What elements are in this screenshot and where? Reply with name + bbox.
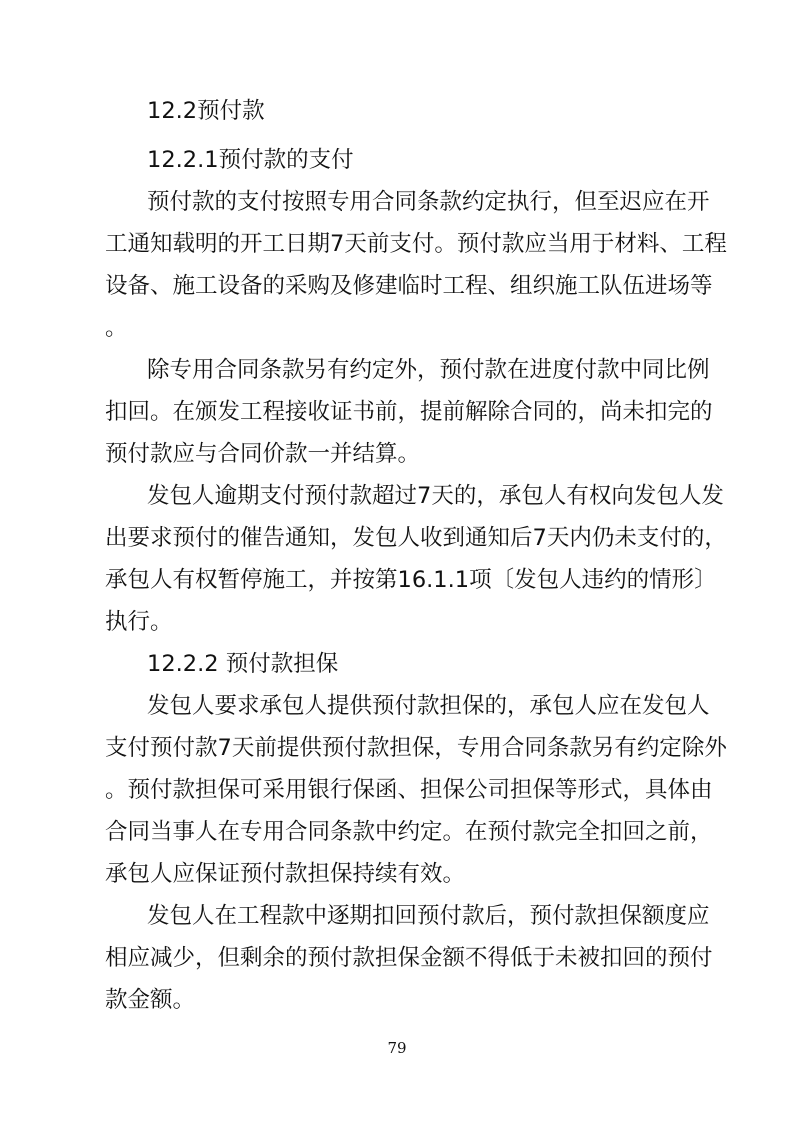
paragraph-line: 工通知载明的开工日期7天前支付。预付款应当用于材料、工程 [105, 231, 727, 257]
paragraph-line: 预付款的支付按照专用合同条款约定执行，但至迟应在开 [147, 189, 710, 215]
paragraph-line: 发包人在工程款中逐期扣回预付款后，预付款担保额度应 [147, 903, 710, 929]
paragraph-line: 设备、施工设备的采购及修建临时工程、组织施工队伍进场等 [105, 273, 713, 299]
heading-12-2-2: 12.2.2 预付款担保 [147, 651, 339, 677]
paragraph-line: 预付款应与合同价款一并结算。 [105, 441, 421, 467]
heading-12-2-1: 12.2.1预付款的支付 [147, 147, 354, 173]
paragraph-line: 出要求预付的催告通知，发包人收到通知后7天内仍未支付的， [105, 525, 727, 551]
paragraph-line: 发包人逾期支付预付款超过7天的，承包人有权向发包人发 [147, 483, 724, 509]
paragraph-line: 。预付款担保可采用银行保函、担保公司担保等形式，具体由 [105, 777, 713, 803]
paragraph-line: 支付预付款7天前提供预付款担保，专用合同条款另有约定除外 [105, 735, 727, 761]
paragraph-line: 承包人有权暂停施工，并按第16.1.1项〔发包人违约的情形〕 [105, 567, 717, 593]
heading-12-2: 12.2预付款 [147, 98, 265, 124]
paragraph-line: 承包人应保证预付款担保持续有效。 [105, 861, 466, 887]
paragraph-line: 扣回。在颁发工程接收证书前，提前解除合同的，尚未扣完的 [105, 399, 713, 425]
paragraph-line: 发包人要求承包人提供预付款担保的，承包人应在发包人 [147, 693, 710, 719]
page-number: 79 [387, 1039, 407, 1057]
paragraph-line: 款金额。 [105, 987, 196, 1013]
paragraph-line: 除专用合同条款另有约定外，预付款在进度付款中同比例 [147, 357, 710, 383]
paragraph-line: 相应减少，但剩余的预付款担保金额不得低于未被扣回的预付 [105, 945, 713, 971]
paragraph-line: 。 [105, 315, 128, 341]
paragraph-line: 执行。 [105, 609, 173, 635]
paragraph-line: 合同当事人在专用合同条款中约定。在预付款完全扣回之前， [105, 819, 713, 845]
